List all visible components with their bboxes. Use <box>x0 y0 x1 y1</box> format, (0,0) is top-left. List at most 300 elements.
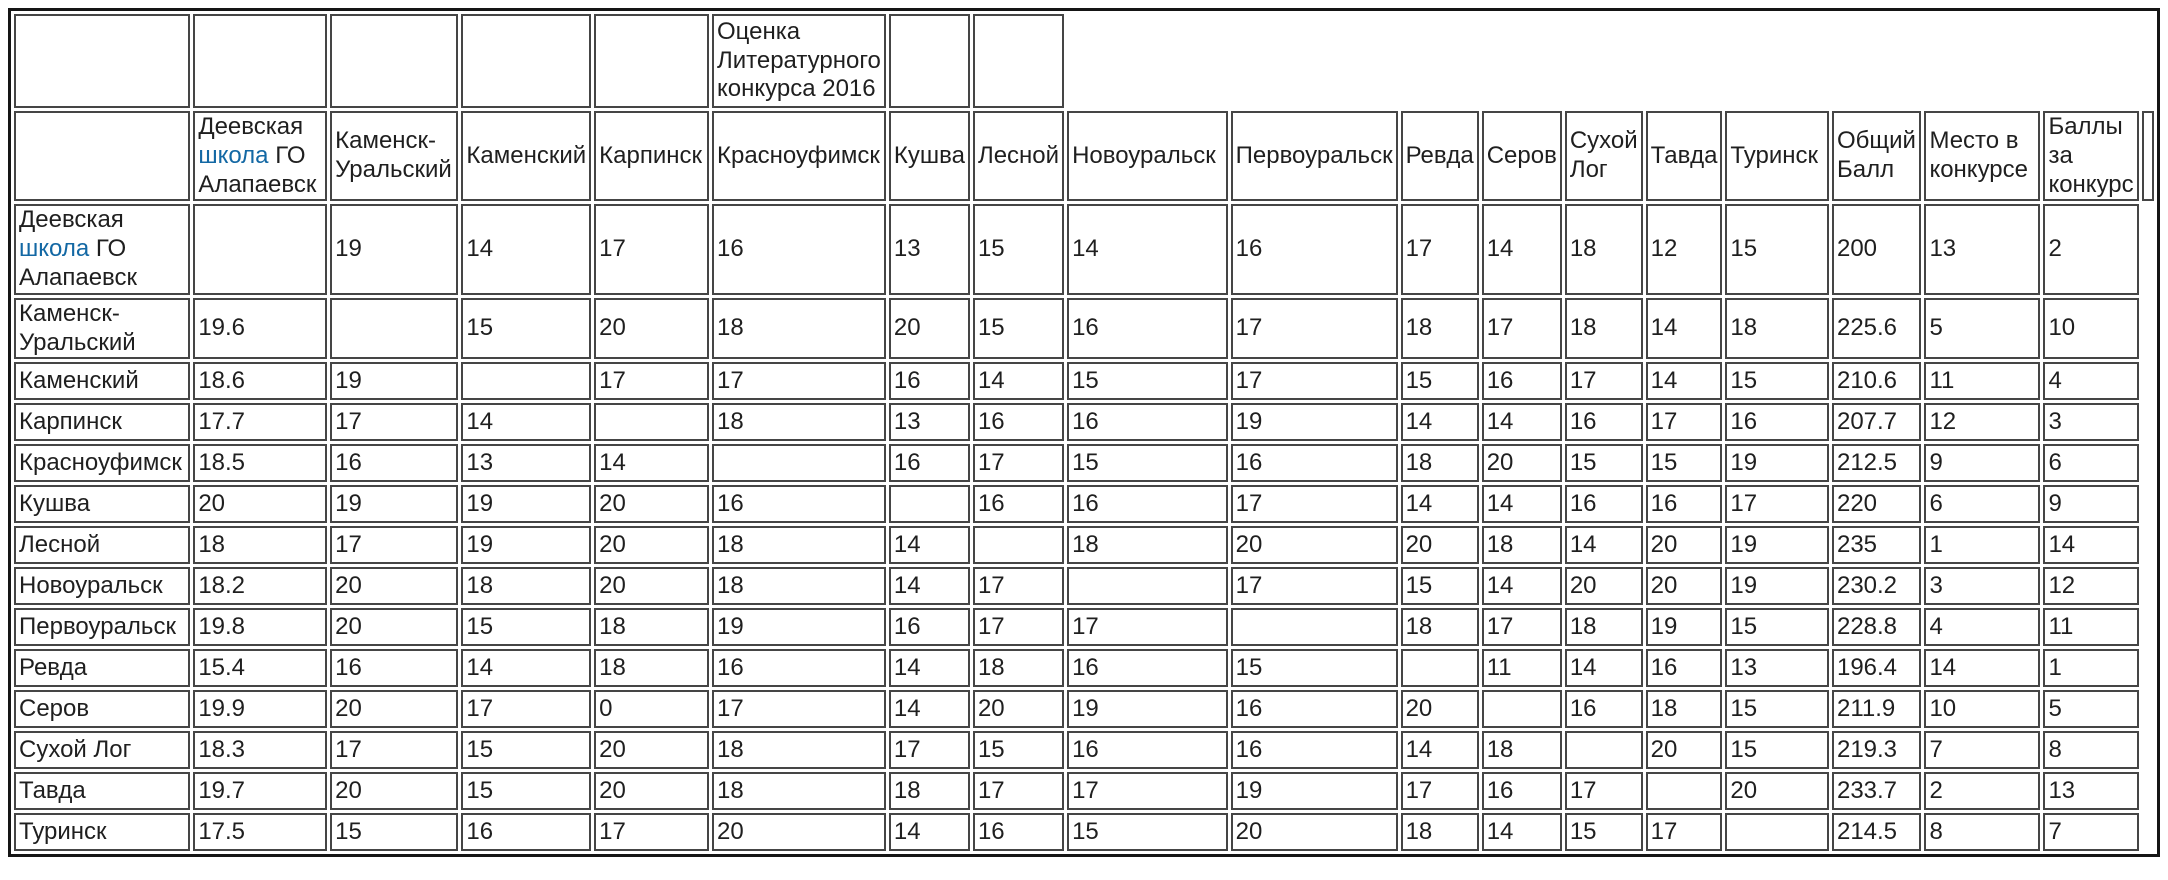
row-header: Кушва <box>14 485 190 523</box>
score-cell: 18.2 <box>193 567 327 605</box>
score-cell: 19 <box>330 204 458 294</box>
score-cell: 16 <box>1565 403 1643 441</box>
score-cell: 14 <box>1646 298 1723 360</box>
col-header: Место в конкурсе <box>1924 111 2040 201</box>
score-cell: 20 <box>193 485 327 523</box>
score-cell: 20 <box>1401 690 1479 728</box>
score-cell: 14 <box>1482 485 1562 523</box>
score-cell: 15 <box>461 731 591 769</box>
score-cell: 9 <box>2043 485 2139 523</box>
col-header: Каменск-Уральский <box>330 111 458 201</box>
score-cell: 18.5 <box>193 444 327 482</box>
row-header: Ревда <box>14 649 190 687</box>
col-header: Первоуральск <box>1231 111 1398 201</box>
col-header-text: ГО Алапаевск <box>198 141 317 198</box>
score-cell: 233.7 <box>1832 772 1921 810</box>
score-cell: 18.3 <box>193 731 327 769</box>
score-cell: 15 <box>1725 731 1829 769</box>
score-cell: 17.7 <box>193 403 327 441</box>
score-cell: 18 <box>1067 526 1228 564</box>
col-header: Туринск <box>1725 111 1829 201</box>
score-cell: 16 <box>973 485 1064 523</box>
score-cell: 16 <box>1067 649 1228 687</box>
score-cell: 18 <box>1401 298 1479 360</box>
table-row <box>14 204 2154 294</box>
score-cell: 14 <box>973 362 1064 400</box>
empty-score-cell <box>1725 813 1829 851</box>
score-cell: 20 <box>1725 772 1829 810</box>
col-header: Ревда <box>1401 111 1479 201</box>
score-cell: 18 <box>712 567 886 605</box>
score-cell: 17.5 <box>193 813 327 851</box>
score-cell: 14 <box>1646 362 1723 400</box>
score-cell: 16 <box>712 204 886 294</box>
score-cell: 17 <box>1565 362 1643 400</box>
row-header: Серов <box>14 690 190 728</box>
school-link[interactable]: школа <box>198 141 269 169</box>
empty-cell <box>14 14 190 108</box>
score-cell: 16 <box>1646 649 1723 687</box>
col-header: Баллы за конкурс <box>2043 111 2139 201</box>
score-cell: 20 <box>594 567 709 605</box>
score-cell: 219.3 <box>1832 731 1921 769</box>
empty-score-cell <box>594 403 709 441</box>
score-cell: 14 <box>1482 813 1562 851</box>
score-cell: 20 <box>330 690 458 728</box>
row-header: Каменск-Уральский <box>14 298 190 360</box>
banner-row <box>14 14 2154 108</box>
score-cell: 18 <box>712 772 886 810</box>
score-cell: 15 <box>461 608 591 646</box>
col-header: Тавда <box>1646 111 1723 201</box>
score-cell: 14 <box>1482 403 1562 441</box>
score-cell: 212.5 <box>1832 444 1921 482</box>
score-cell: 15 <box>973 731 1064 769</box>
score-cell: 20 <box>1482 444 1562 482</box>
score-cell: 17 <box>1725 485 1829 523</box>
row-header: Первоуральск <box>14 608 190 646</box>
score-cell: 2 <box>1924 772 2040 810</box>
score-cell: 15 <box>1725 690 1829 728</box>
score-cell: 18 <box>1401 608 1479 646</box>
col-header: Красноуфимск <box>712 111 886 201</box>
score-cell: 17 <box>1231 298 1398 360</box>
score-cell: 235 <box>1832 526 1921 564</box>
table-row <box>14 444 2154 482</box>
score-cell: 18 <box>1646 690 1723 728</box>
score-cell: 17 <box>712 362 886 400</box>
score-cell: 16 <box>1067 298 1228 360</box>
score-cell: 17 <box>461 690 591 728</box>
score-cell: 20 <box>594 526 709 564</box>
score-cell: 14 <box>1401 731 1479 769</box>
score-cell: 16 <box>330 444 458 482</box>
score-cell: 5 <box>1924 298 2040 360</box>
score-cell: 17 <box>1646 403 1723 441</box>
row-header: Красноуфимск <box>14 444 190 482</box>
empty-score-cell <box>1646 772 1723 810</box>
score-cell: 211.9 <box>1832 690 1921 728</box>
score-cell: 19 <box>330 362 458 400</box>
score-cell: 13 <box>461 444 591 482</box>
score-cell: 20 <box>594 772 709 810</box>
score-cell: 14 <box>461 649 591 687</box>
score-cell: 18 <box>973 649 1064 687</box>
score-cell: 2 <box>2043 204 2139 294</box>
score-cell: 16 <box>330 649 458 687</box>
score-cell: 17 <box>594 813 709 851</box>
row-header: Сухой Лог <box>14 731 190 769</box>
score-cell: 18 <box>1482 526 1562 564</box>
score-cell: 16 <box>889 444 970 482</box>
corner-cell <box>14 111 190 201</box>
score-cell: 4 <box>1924 608 2040 646</box>
score-cell: 20 <box>1646 731 1723 769</box>
score-cell: 17 <box>1231 567 1398 605</box>
score-cell: 8 <box>1924 813 2040 851</box>
col-header: Общий Балл <box>1832 111 1921 201</box>
col-header-text: Деевская <box>198 113 304 140</box>
score-cell: 20 <box>1231 813 1398 851</box>
score-cell: 20 <box>594 485 709 523</box>
table-row <box>14 362 2154 400</box>
score-cell: 20 <box>330 608 458 646</box>
score-cell: 20 <box>1231 526 1398 564</box>
score-cell: 228.8 <box>1832 608 1921 646</box>
score-cell: 19 <box>1231 403 1398 441</box>
score-cell: 1 <box>2043 649 2139 687</box>
score-cell: 14 <box>1482 204 1562 294</box>
score-cell: 19.7 <box>193 772 327 810</box>
empty-cell <box>330 14 458 108</box>
empty-cell <box>594 14 709 108</box>
score-cell: 20 <box>330 567 458 605</box>
score-cell: 10 <box>1924 690 2040 728</box>
score-cell: 17 <box>973 608 1064 646</box>
empty-score-cell <box>193 204 327 294</box>
score-cell: 15 <box>1401 567 1479 605</box>
row-header-text: ГО Алапаевск <box>19 235 138 291</box>
score-cell: 8 <box>2043 731 2139 769</box>
score-cell: 14 <box>1401 403 1479 441</box>
score-cell: 15 <box>1725 608 1829 646</box>
score-cell: 16 <box>712 485 886 523</box>
score-cell: 20 <box>973 690 1064 728</box>
score-cell: 15 <box>1231 649 1398 687</box>
col-header: Сухой Лог <box>1565 111 1643 201</box>
score-cell: 18 <box>1401 444 1479 482</box>
score-cell: 14 <box>889 813 970 851</box>
score-cell: 18 <box>712 731 886 769</box>
score-cell: 10 <box>2043 298 2139 360</box>
score-cell: 14 <box>1482 567 1562 605</box>
row-header: Каменский <box>14 362 190 400</box>
row-header <box>14 204 190 294</box>
row-header: Тавда <box>14 772 190 810</box>
score-cell: 15 <box>1725 362 1829 400</box>
score-cell: 17 <box>1401 204 1479 294</box>
score-cell: 16 <box>1565 485 1643 523</box>
score-cell: 11 <box>1924 362 2040 400</box>
score-cell: 15.4 <box>193 649 327 687</box>
score-cell: 20 <box>330 772 458 810</box>
score-cell: 16 <box>1646 485 1723 523</box>
score-cell: 5 <box>2043 690 2139 728</box>
score-cell: 13 <box>889 204 970 294</box>
score-cell: 16 <box>1067 403 1228 441</box>
score-cell: 17 <box>594 362 709 400</box>
score-cell: 15 <box>1725 204 1829 294</box>
score-cell: 18 <box>461 567 591 605</box>
score-cell: 16 <box>1231 444 1398 482</box>
empty-score-cell <box>330 298 458 360</box>
score-cell: 18 <box>889 772 970 810</box>
score-cell: 20 <box>889 298 970 360</box>
score-cell: 17 <box>1646 813 1723 851</box>
score-cell: 19 <box>1646 608 1723 646</box>
score-cell: 0 <box>594 690 709 728</box>
score-cell: 17 <box>973 444 1064 482</box>
score-cell: 19 <box>461 526 591 564</box>
score-cell: 17 <box>330 526 458 564</box>
score-cell: 19.6 <box>193 298 327 360</box>
score-cell: 14 <box>889 567 970 605</box>
row-header-text: Деевская <box>19 206 124 234</box>
score-cell: 14 <box>1565 649 1643 687</box>
score-cell: 20 <box>594 298 709 360</box>
score-cell: 13 <box>1725 649 1829 687</box>
score-cell: 230.2 <box>1832 567 1921 605</box>
score-cell: 18 <box>712 403 886 441</box>
empty-score-cell <box>1401 649 1479 687</box>
table-row <box>14 731 2154 769</box>
score-cell: 20 <box>594 731 709 769</box>
score-cell: 3 <box>1924 567 2040 605</box>
score-cell: 13 <box>2043 772 2139 810</box>
school-link[interactable]: школа <box>19 235 90 263</box>
score-cell: 14 <box>594 444 709 482</box>
score-cell: 16 <box>712 649 886 687</box>
score-cell: 196.4 <box>1832 649 1921 687</box>
score-cell: 12 <box>2043 567 2139 605</box>
score-cell: 15 <box>1067 444 1228 482</box>
col-header-deevskaya <box>193 111 327 201</box>
score-cell: 17 <box>712 690 886 728</box>
table-row <box>14 526 2154 564</box>
score-cell: 17 <box>1482 298 1562 360</box>
score-cell: 15 <box>1565 444 1643 482</box>
score-cell: 16 <box>1231 731 1398 769</box>
score-cell: 17 <box>594 204 709 294</box>
table-row <box>14 690 2154 728</box>
score-cell: 11 <box>1482 649 1562 687</box>
score-cell: 16 <box>1725 403 1829 441</box>
score-cell: 210.6 <box>1832 362 1921 400</box>
row-header: Лесной <box>14 526 190 564</box>
score-cell: 220 <box>1832 485 1921 523</box>
score-cell: 15 <box>1067 813 1228 851</box>
score-cell: 17 <box>1231 485 1398 523</box>
score-cell: 15 <box>330 813 458 851</box>
score-cell: 14 <box>1067 204 1228 294</box>
score-cell: 6 <box>2043 444 2139 482</box>
empty-score-cell <box>461 362 591 400</box>
score-cell: 19 <box>1231 772 1398 810</box>
row-header: Карпинск <box>14 403 190 441</box>
score-cell: 20 <box>1565 567 1643 605</box>
col-header: Каменский <box>461 111 591 201</box>
score-cell: 19 <box>1725 567 1829 605</box>
score-cell: 20 <box>712 813 886 851</box>
table-row <box>14 608 2154 646</box>
score-cell: 19 <box>461 485 591 523</box>
score-cell: 14 <box>1924 649 2040 687</box>
col-header: Кушва <box>889 111 970 201</box>
trailing-empty-cell <box>2142 111 2154 201</box>
score-cell: 14 <box>889 526 970 564</box>
score-cell: 17 <box>1067 608 1228 646</box>
empty-score-cell <box>1565 731 1643 769</box>
score-cell: 17 <box>330 403 458 441</box>
table-row <box>14 649 2154 687</box>
score-cell: 18 <box>712 298 886 360</box>
score-cell: 19 <box>712 608 886 646</box>
col-header: Серов <box>1482 111 1562 201</box>
score-cell: 19 <box>1725 444 1829 482</box>
score-cell: 15 <box>461 772 591 810</box>
score-cell: 9 <box>1924 444 2040 482</box>
score-cell: 18.6 <box>193 362 327 400</box>
score-cell: 16 <box>1482 362 1562 400</box>
score-cell: 14 <box>461 204 591 294</box>
score-cell: 214.5 <box>1832 813 1921 851</box>
score-cell: 18 <box>1565 608 1643 646</box>
score-cell: 7 <box>1924 731 2040 769</box>
table-row <box>14 567 2154 605</box>
score-cell: 19 <box>1067 690 1228 728</box>
score-cell: 12 <box>1924 403 2040 441</box>
score-cell: 15 <box>1067 362 1228 400</box>
row-header: Новоуральск <box>14 567 190 605</box>
empty-cell <box>973 14 1064 108</box>
score-cell: 6 <box>1924 485 2040 523</box>
score-cell: 17 <box>1482 608 1562 646</box>
score-cell: 20 <box>1646 526 1723 564</box>
score-cell: 15 <box>1401 362 1479 400</box>
score-cell: 20 <box>1646 567 1723 605</box>
empty-cell <box>461 14 591 108</box>
score-cell: 3 <box>2043 403 2139 441</box>
score-cell: 11 <box>2043 608 2139 646</box>
score-cell: 16 <box>1231 204 1398 294</box>
col-header: Лесной <box>973 111 1064 201</box>
score-cell: 19 <box>1725 526 1829 564</box>
score-cell: 17 <box>973 772 1064 810</box>
score-cell: 17 <box>330 731 458 769</box>
table-row <box>14 403 2154 441</box>
score-cell: 17 <box>1067 772 1228 810</box>
score-cell: 16 <box>1067 731 1228 769</box>
score-cell: 18 <box>1565 298 1643 360</box>
score-cell: 13 <box>889 403 970 441</box>
score-cell: 14 <box>1401 485 1479 523</box>
scores-table <box>8 8 2160 857</box>
empty-score-cell <box>712 444 886 482</box>
score-cell: 20 <box>1401 526 1479 564</box>
score-cell: 17 <box>889 731 970 769</box>
col-header: Новоуральск <box>1067 111 1228 201</box>
table-row <box>14 813 2154 851</box>
empty-score-cell <box>889 485 970 523</box>
score-cell: 17 <box>1401 772 1479 810</box>
score-cell: 18 <box>1482 731 1562 769</box>
score-cell: 16 <box>1565 690 1643 728</box>
score-cell: 12 <box>1646 204 1723 294</box>
score-cell: 19 <box>330 485 458 523</box>
score-cell: 14 <box>1565 526 1643 564</box>
score-cell: 14 <box>889 690 970 728</box>
score-cell: 19.8 <box>193 608 327 646</box>
score-cell: 16 <box>889 608 970 646</box>
table-row <box>14 485 2154 523</box>
score-cell: 15 <box>1646 444 1723 482</box>
score-cell: 16 <box>889 362 970 400</box>
score-cell: 207.7 <box>1832 403 1921 441</box>
score-cell: 19.9 <box>193 690 327 728</box>
score-cell: 17 <box>1231 362 1398 400</box>
score-cell: 16 <box>1067 485 1228 523</box>
score-cell: 18 <box>1565 204 1643 294</box>
score-cell: 14 <box>2043 526 2139 564</box>
row-header: Туринск <box>14 813 190 851</box>
score-cell: 18 <box>1401 813 1479 851</box>
col-header: Карпинск <box>594 111 709 201</box>
empty-score-cell <box>1067 567 1228 605</box>
score-cell: 17 <box>973 567 1064 605</box>
score-cell: 13 <box>1924 204 2040 294</box>
empty-cell <box>889 14 970 108</box>
score-cell: 17 <box>1565 772 1643 810</box>
score-cell: 16 <box>973 403 1064 441</box>
score-cell: 16 <box>461 813 591 851</box>
score-cell: 18 <box>712 526 886 564</box>
score-cell: 18 <box>193 526 327 564</box>
empty-cell <box>193 14 327 108</box>
empty-score-cell <box>1482 690 1562 728</box>
score-cell: 16 <box>1482 772 1562 810</box>
score-cell: 16 <box>973 813 1064 851</box>
score-cell: 18 <box>594 649 709 687</box>
score-cell: 4 <box>2043 362 2139 400</box>
score-cell: 225.6 <box>1832 298 1921 360</box>
table-row <box>14 298 2154 360</box>
score-cell: 18 <box>594 608 709 646</box>
score-cell: 1 <box>1924 526 2040 564</box>
empty-score-cell <box>973 526 1064 564</box>
score-cell: 14 <box>889 649 970 687</box>
score-cell: 15 <box>461 298 591 360</box>
score-cell: 16 <box>1231 690 1398 728</box>
score-cell: 18 <box>1725 298 1829 360</box>
score-cell: 15 <box>973 204 1064 294</box>
table-row <box>14 772 2154 810</box>
score-cell: 15 <box>1565 813 1643 851</box>
empty-score-cell <box>1231 608 1398 646</box>
score-cell: 200 <box>1832 204 1921 294</box>
score-cell: 7 <box>2043 813 2139 851</box>
score-cell: 15 <box>973 298 1064 360</box>
contest-title-cell: Оценка Литературного конкурса 2016 <box>712 14 886 108</box>
